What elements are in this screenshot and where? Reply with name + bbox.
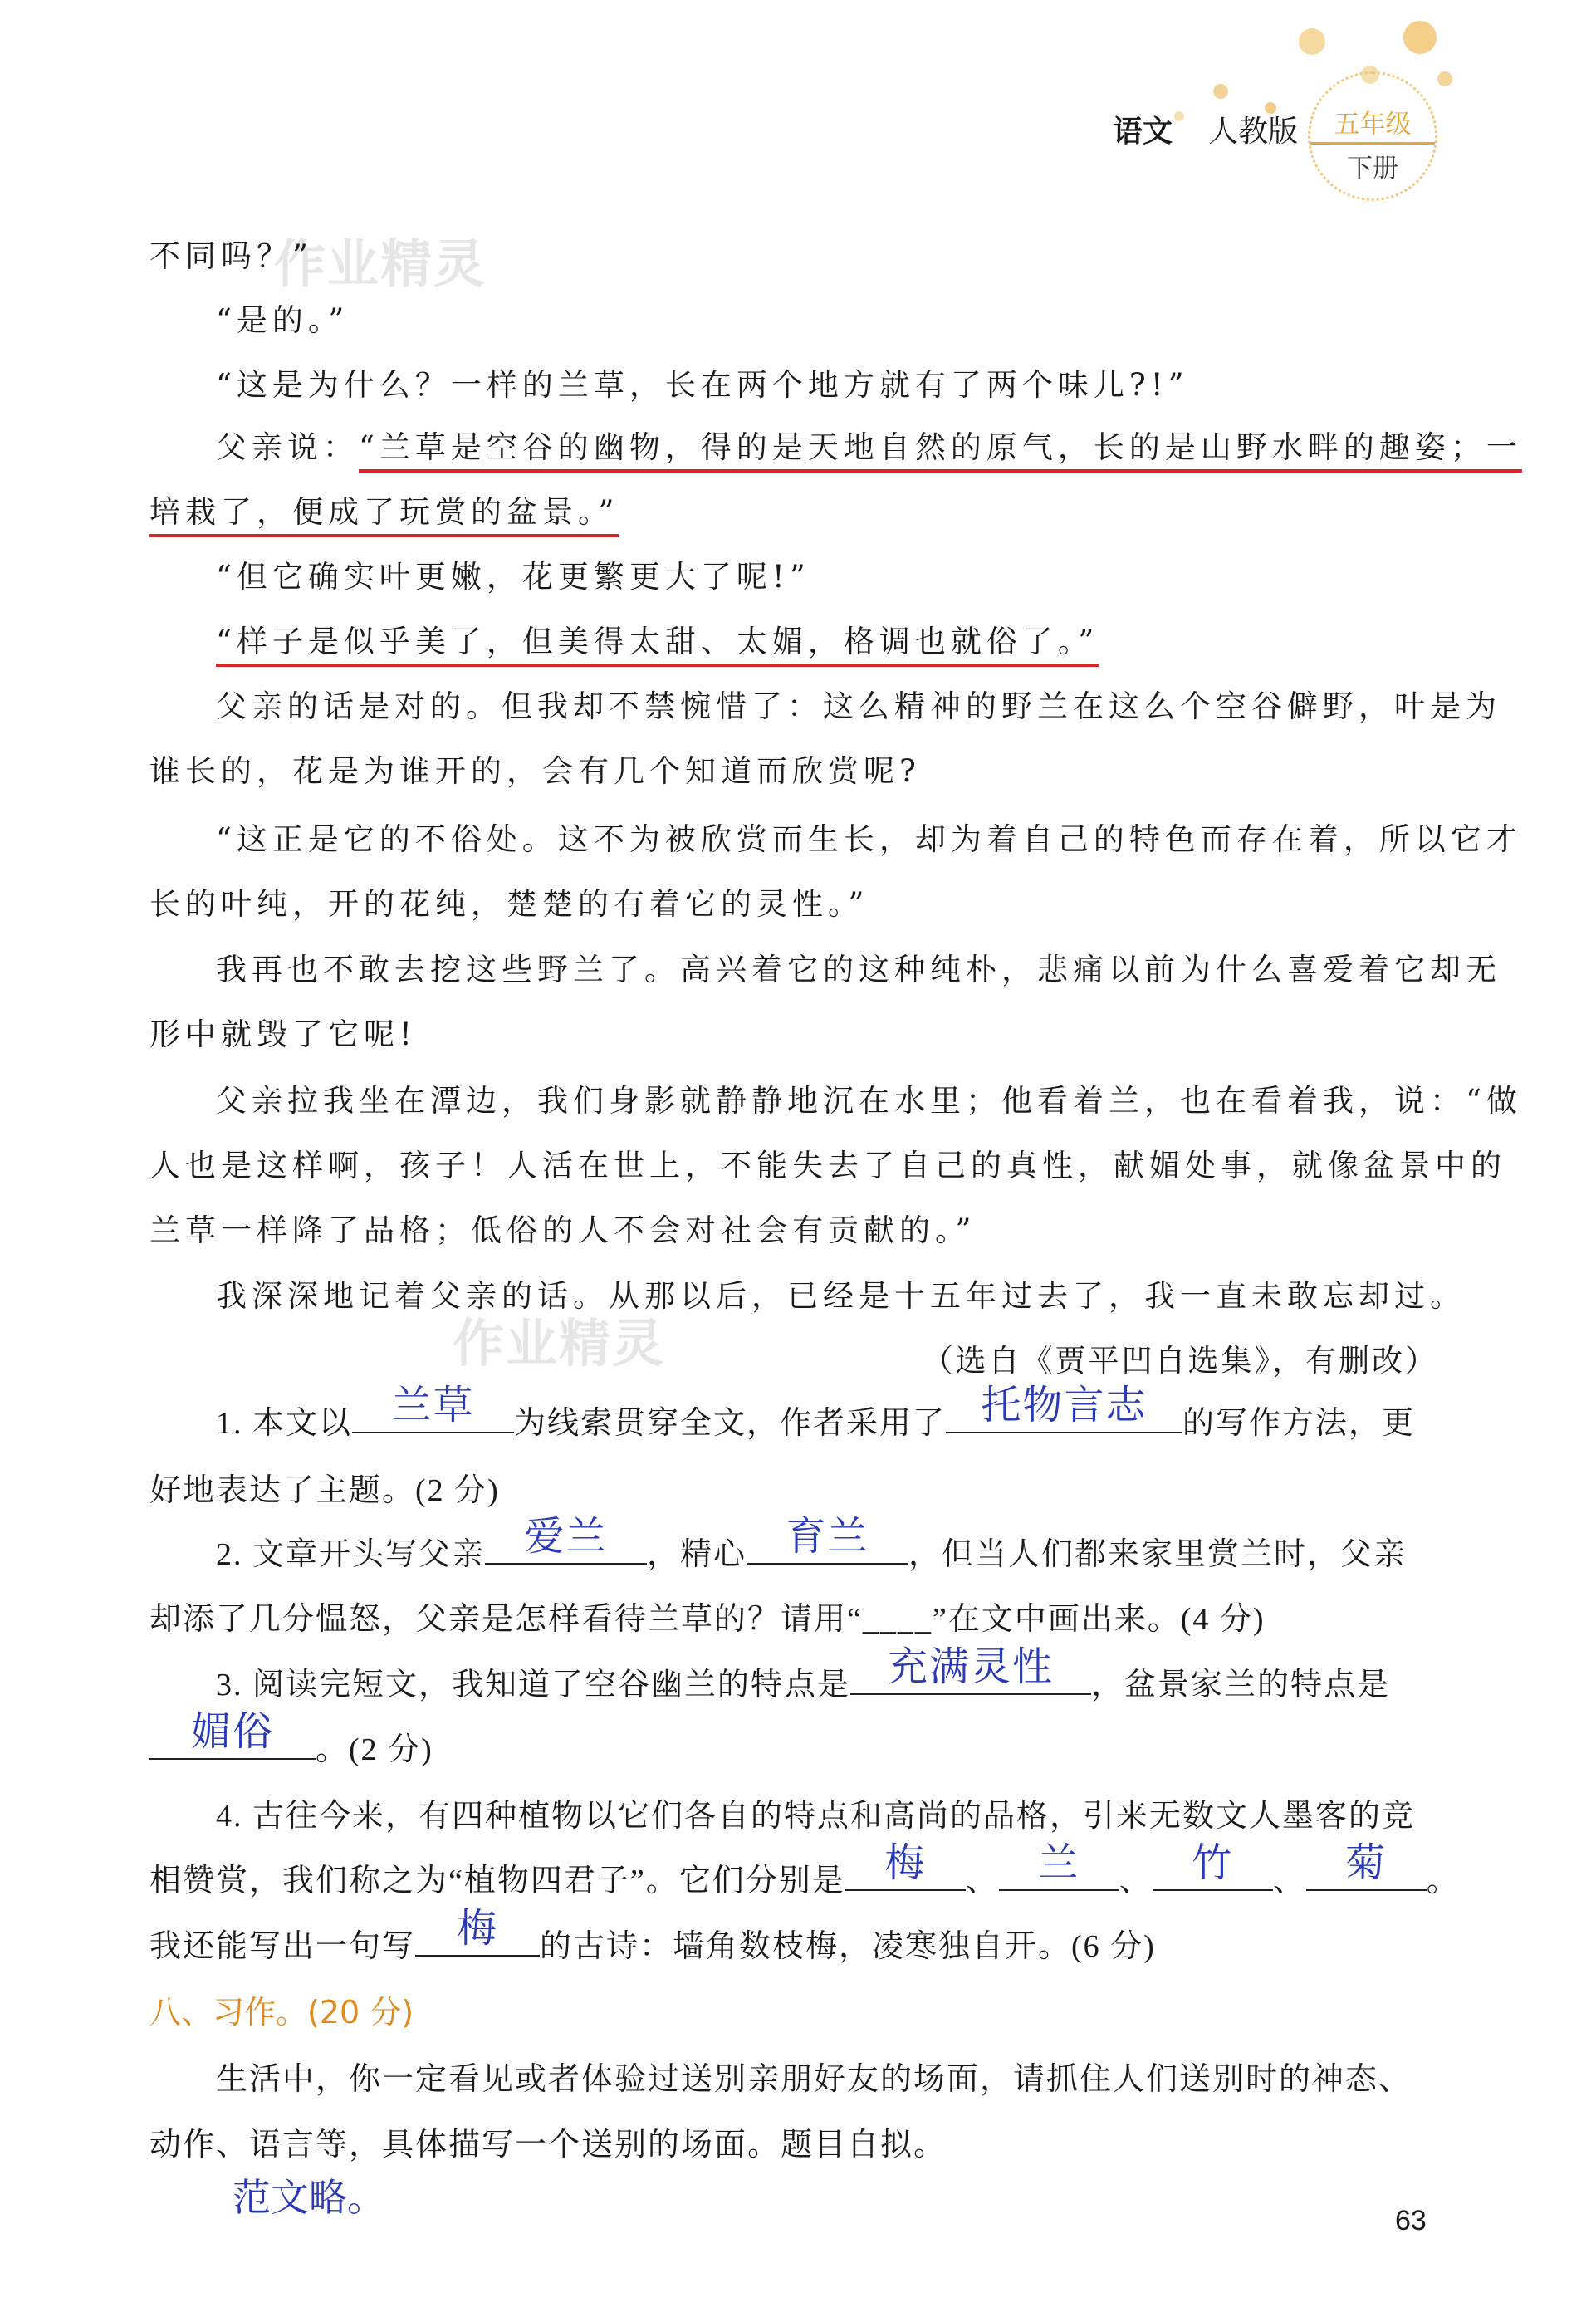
answer-blank[interactable] (485, 1513, 647, 1565)
answer-blank[interactable] (1306, 1839, 1427, 1891)
answer-blank[interactable] (415, 1905, 540, 1957)
handwritten-answer: 兰草 (391, 1382, 475, 1428)
handwritten-answer: 充满灵性 (888, 1643, 1055, 1690)
page-header (1104, 90, 1453, 184)
handwritten-answer: 梅 (457, 1905, 499, 1952)
page-number: 63 (1395, 2205, 1427, 2236)
underlined-quote: “样子是似乎美了，但美得太甜、太媚，格调也就俗了。” (216, 624, 1099, 659)
answer-blank[interactable] (149, 1708, 316, 1760)
question-4-cont: 相赞赏，我们称之为“植物四君子”。它们分别是 梅 、 兰 、 竹 、 菊 。 (149, 1854, 1445, 1900)
handwritten-answer: 媚俗 (190, 1708, 274, 1755)
subject-label: 语文 (1113, 115, 1173, 149)
passage-line: 我深深地记着父亲的话。从那以后，已经是十五年过去了，我一直未敢忘却过。 (216, 1278, 1466, 1314)
answer-blank[interactable] (1153, 1839, 1273, 1891)
passage-line: 不同吗？” (149, 238, 313, 274)
answer-blank[interactable] (946, 1382, 1182, 1433)
answer-blank[interactable] (850, 1643, 1091, 1695)
handwritten-answer: 梅 (884, 1839, 927, 1886)
grade-badge (1308, 71, 1437, 201)
passage-line: “这是为什么？一样的兰草，长在两个地方就有了两个味儿?!” (216, 367, 1189, 403)
passage-line: “但它确实叶更嫩，花更繁更大了呢!” (216, 559, 810, 595)
question-1-cont: 好地表达了主题。(2 分) (149, 1473, 500, 1508)
answer-blank[interactable] (999, 1839, 1119, 1891)
watermark: 作业精灵 (274, 233, 487, 294)
watermark: 作业精灵 (453, 1313, 666, 1374)
passage-line: 父亲的话是对的。但我却不禁惋惜了：这么精神的野兰在这么个空谷僻野，叶是为 (216, 688, 1501, 724)
prompt-line: 生活中，你一定看见或者体验过送别亲朋好友的场面，请抓住人们送别时的神态、 (216, 2062, 1412, 2097)
question-2: 2. 文章开头写父亲 爱兰 ，精心 育兰 ，但当人们都来家里赏兰时，父亲 (216, 1528, 1511, 1574)
source-citation: （选自《贾平凹自选集》，有删改） (922, 1343, 1438, 1379)
handwritten-answer: 托物言志 (981, 1382, 1148, 1428)
question-3-cont: 媚俗 。(2 分) (149, 1723, 1445, 1769)
passage-line: 父亲拉我坐在潭边，我们身影就静静地沉在水里；他看着兰，也在看着我，说：“做 (216, 1083, 1522, 1119)
answer-blank[interactable] (352, 1382, 514, 1433)
passage-line: 谁长的，花是为谁开的，会有几个知道而欣赏呢? (149, 753, 921, 789)
underlined-quote: “兰草是空谷的幽物，得的是天地自然的原气，长的是山野水畔的趣姿；一 (359, 429, 1522, 465)
handwritten-answer: 爱兰 (524, 1513, 608, 1560)
handwritten-answer: 菊 (1345, 1839, 1388, 1886)
handwritten-answer: 育兰 (786, 1513, 869, 1560)
volume-label: 下册 (1347, 154, 1398, 184)
passage-line (216, 422, 1522, 467)
handwritten-answer: 竹 (1192, 1839, 1234, 1886)
prompt-line: 动作、语言等，具体描写一个送别的场面。题目自拟。 (149, 2128, 947, 2163)
answer-blank[interactable] (845, 1839, 966, 1891)
grade-label: 五年级 (1310, 103, 1435, 145)
passage-line (216, 616, 1445, 661)
passage-line: 兰草一样降了品格；低俗的人不会对社会有贡献的。” (149, 1212, 977, 1248)
passage-line: 形中就毁了它呢! (149, 1016, 417, 1052)
question-4: 4. 古往今来，有四种植物以它们各自的特点和高尚的品格，引来无数文人墨客的竞 (216, 1799, 1416, 1834)
handwritten-answer: 兰 (1038, 1839, 1080, 1886)
question-3: 3. 阅读完短文，我知道了空谷幽兰的特点是 充满灵性 ，盆景家兰的特点是 (216, 1658, 1511, 1704)
passage-line: “是的。” (216, 302, 350, 338)
question-2-cont: 却添了几分愠怒，父亲是怎样看待兰草的？请用“____”在文中画出来。(4 分) (149, 1602, 1266, 1637)
underlined-quote: 培栽了，便成了玩赏的盆景。” (149, 494, 619, 530)
passage-line: 长的叶纯，开的花纯，楚楚的有着它的灵性。” (149, 886, 869, 922)
passage-line: 人也是这样啊，孩子！人活在世上，不能失去了自己的真性，献媚处事，就像盆景中的 (149, 1148, 1506, 1183)
underline-mark: ____ (862, 1602, 933, 1637)
passage-line: “这正是它的不俗处。这不为被欣赏而生长，却为着自己的特色而存在着，所以它才 (216, 821, 1522, 857)
passage-line: 我再也不敢去挖这些野兰了。高兴着它的这种纯朴，悲痛以前为什么喜爱着它却无 (216, 952, 1501, 987)
handwritten-answer: 范文略。 (233, 2175, 385, 2220)
passage-line (149, 487, 1445, 531)
section-title: 八、习作。(20 分) (149, 1994, 414, 2030)
edition-label: 人教版 (1208, 115, 1299, 149)
question-4-cont: 我还能写出一句写 梅 的古诗：墙角数枝梅，凌寒独自开。(6 分) (149, 1920, 1445, 1966)
answer-blank[interactable] (747, 1513, 908, 1565)
speaker: 父亲说： (216, 429, 359, 465)
question-1: 1. 本文以 兰草 为线索贯穿全文，作者采用了 托物言志 的写作方法，更 (216, 1397, 1511, 1443)
